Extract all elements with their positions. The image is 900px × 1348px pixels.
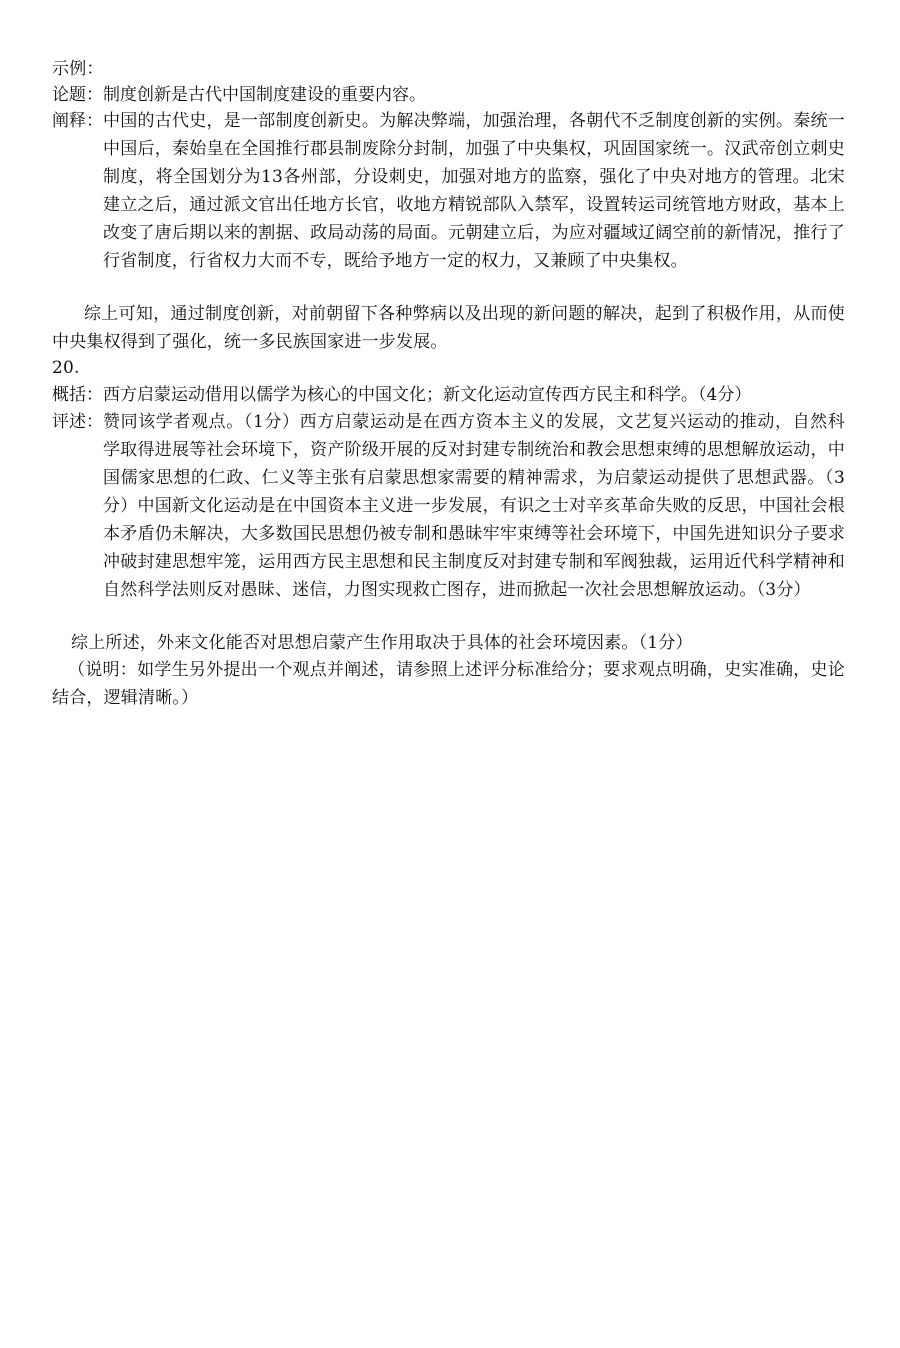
summary-row (52, 381, 751, 409)
explain-text: 中国的古代史，是一部制度创新史。为解决弊端，加强治理，各朝代不乏制度创新的实例。秦统一中国后，秦始皇在全国推行郡县制废除分封制，加强了中央集权，巩固国家统一。汉武帝创立刺史制度，将全国划分为13各州部，分设刺史，加强对地方的监察，强化了中央对地方的管理。北宋建立之后，通过派文官出任地方长官，收地方精锐部队入禁军，设置转运司统管地方财政，基本上改变了唐后期以来的割据、政局动荡的局面。元朝建立后，为应对疆域辽阔空前的新情况，推行了行省制度，行省权力大而不专，既给予地方一定的权力，又兼顾了中央集权。 (103, 111, 845, 271)
summary-label: 概括： (52, 385, 103, 405)
thesis-text: 制度创新是古代中国制度建设的重要内容。 (103, 85, 426, 105)
comment-text: 赞同该学者观点。（1分）西方启蒙运动是在西方资本主义的发展，文艺复兴运动的推动，自然科学取得进展等社会环境下，资产阶级开展的反对封建专制统治和教会思想束缚的思想解放运动，中国儒家思想的仁政、仁义等主张有启蒙思想家需要的精神需求，为启蒙运动提供了思想武器。（3分）中国新文化运动是在中国资本主义进一步发展，有识之士对辛亥革命失败的反思，中国社会根本矛盾仍未解决，大多数国民思想仍被专制和愚昧牢牢束缚等社会环境下，中国先进知识分子要求冲破封建思想牢笼，运用西方民主思想和民主制度反对封建专制和军阀独裁，运用近代科学精神和自然科学法则反对愚昧、迷信，力图实现救亡图存，进而掀起一次社会思想解放运动。（3分） (103, 412, 845, 600)
example-conclusion: 综上可知，通过制度创新，对前朝留下各种弊病以及出现的新问题的解决，起到了积极作用，从而使中央集权得到了强化，统一多民族国家进一步发展。 (52, 304, 845, 352)
thesis-label: 论题： (52, 85, 103, 105)
summary-text: 西方启蒙运动借用以儒学为核心的中国文化；新文化运动宣传西方民主和科学。（4分） (103, 385, 752, 405)
question-number: 20. (52, 358, 80, 378)
thesis-row (52, 81, 426, 109)
example-heading: 示例： (52, 59, 104, 79)
comment-conclusion: 综上所述，外来文化能否对思想启蒙产生作用取决于具体的社会环境因素。（1分） (71, 633, 693, 653)
scoring-note: （说明：如学生另外提出一个观点并阐述，请参照上述评分标准给分；要求观点明确，史实准确，史论结合，逻辑清晰。） (52, 660, 845, 708)
explain-label: 阐释： (52, 111, 103, 131)
comment-label: 评述： (52, 412, 103, 432)
